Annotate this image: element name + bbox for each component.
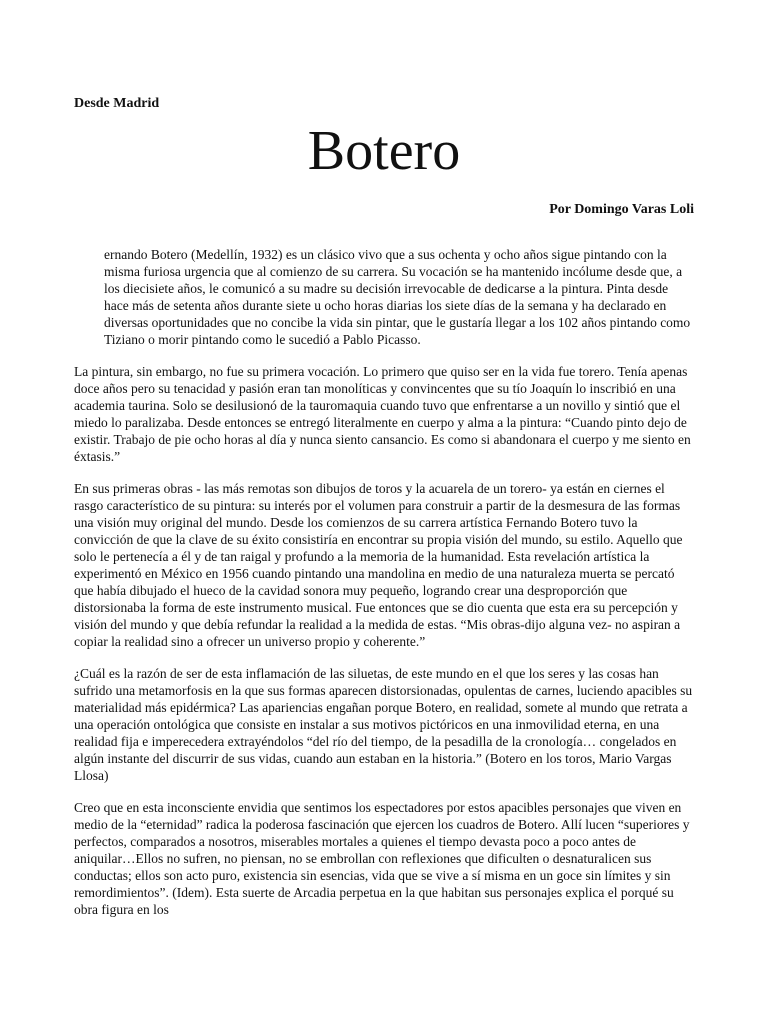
paragraph-5: Creo que en esta inconsciente envidia que sentimos los espectadores por estos apacibles personajes que viven en medio de la “eternidad” radica la poderosa fascinación que ejercen los cuadros de Botero. Allí lucen “superiores y perfectos, comparados a nosotros, miserables mortales a quienes el tiempo devasta poco a poco antes de aniquilar…Ellos no sufren, no piensan, no se embrollan con reflexiones que dificulten o desnaturalicen sus conductas; ellos son acto puro, existencia sin esencias, vida que se vive a sí misma en un goce sin límites y sin remordimientos”. (Idem). Esta suerte de Arcadia perpetua en la que habitan sus personajes explica el porqué su obra figura en los: [74, 800, 690, 917]
section-label: Desde Madrid: [74, 96, 160, 111]
article-title: Botero: [307, 120, 461, 182]
paragraph-1: ernando Botero (Medellín, 1932) es un clásico vivo que a sus ochenta y ocho años sigue pintando con la misma furiosa urgencia que al comienzo de su carrera. Su vocación se ha mantenido incólume desde que, a los diecisiete años, le comunicó a su madre su decisión irrevocable de dedicarse a la pintura. Pinta desde hace más de setenta años durante siete u ocho horas diarias los siete días de la semana y ha declarado en diversas oportunidades que no concibe la vida sin pintar, que le gustaría llegar a los 102 años pintando como Tiziano o morir pintando como le sucedió a Pablo Picasso.: [104, 247, 691, 347]
paragraph-4: ¿Cuál es la razón de ser de esta inflamación de las siluetas, de este mundo en el que los seres y las cosas han sufrido una metamorfosis en la que sus formas aparecen distorsionadas, opulentas de carnes, luciendo apacibles su materialidad más epidérmica? Las apariencias engañan porque Botero, en realidad, somete al mundo que retrata a una operación ontológica que consiste en instalar a sus motivos pictóricos en una inmovilidad eterna, en una realidad fija e imperecedera extrayéndolos “del río del tiempo, de la pesadilla de la cronología… congelados en algún instante del discurrir de sus vidas, cuando aun estaban en la historia.” (Botero en los toros, Mario Vargas Llosa): [74, 666, 693, 783]
article-body: [74, 246, 694, 933]
paragraph-3: En sus primeras obras - las más remotas son dibujos de toros y la acuarela de un torero- ya están en ciernes el rasgo característico de su pintura: su interés por el volumen para construir a partir de la desmesura de las formas una visión muy original del mundo. Desde los comienzos de su carrera artística Fernando Botero tuvo la convicción de que la clave de su éxito consistiría en encontrar su propia visión del mundo, su estilo. Aquello que solo le pertenecía a él y de tan raigal y profundo a la memoria de la humanidad. Esta revelación artística la experimentó en México en 1956 cuando pintando una mandolina en medio de una naturaleza muerta se percató que había dibujado el hueco de la cavidad sonora muy pequeño, logrando crear una desproporción que distorsionaba la forma de este instrumento musical. Fue entonces que se dio cuenta que esta era su percepción y visión del mundo y que debía refundar la realidad a la medida de estas. “Mis obras-dijo alguna vez- no aspiran a copiar la realidad sino a ofrecer un universo propio y coherente.”: [74, 481, 683, 649]
byline: Por Domingo Varas Loli: [549, 202, 694, 217]
paragraph-2: La pintura, sin embargo, no fue su primera vocación. Lo primero que quiso ser en la vida fue torero. Tenía apenas doce años pero su tenacidad y pasión eran tan monolíticas y convincentes que su tío Joaquín lo inscribió en una academia taurina. Solo se desilusionó de la tauromaquia cuando tuvo que enfrentarse a un novillo y sintió que el miedo lo paralizaba. Desde entonces se entregó literalmente en cuerpo y alma a la pintura: “Cuando pinto dejo de existir. Trabajo de pie ocho horas al día y nunca siento cansancio. Es como si abandonara el cuerpo y me siento en éxtasis.”: [74, 364, 691, 464]
